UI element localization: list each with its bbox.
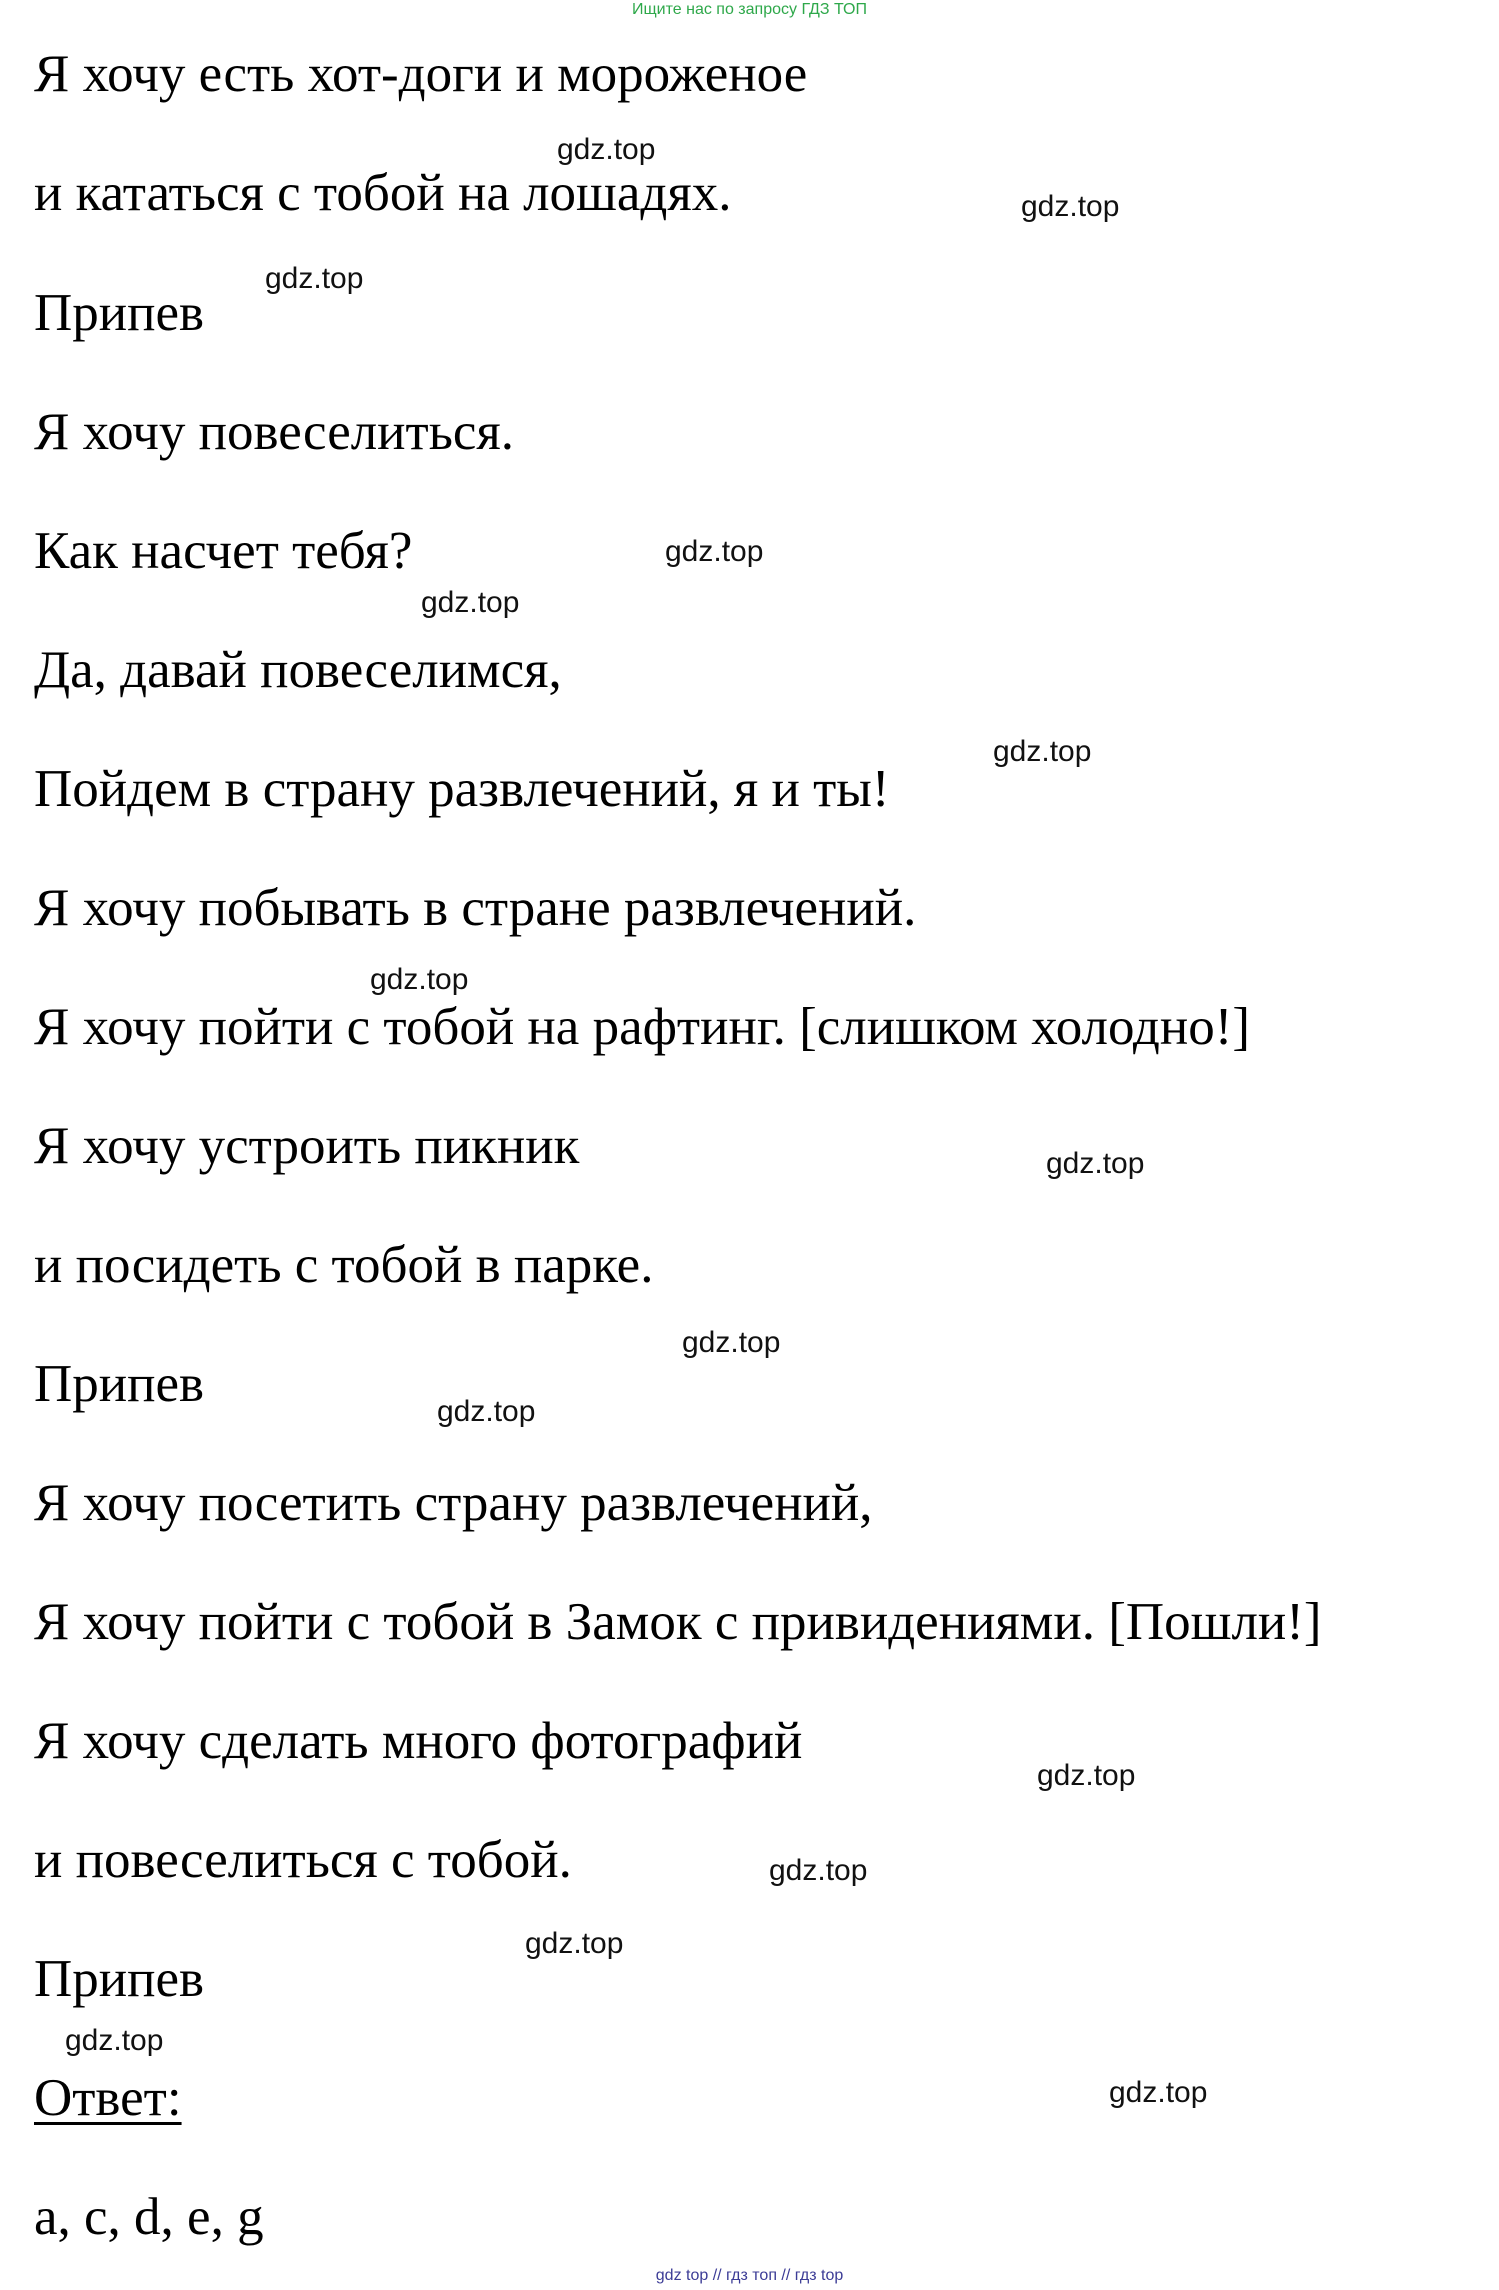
lyric-line: Я хочу есть хот-доги и мороженое — [34, 45, 808, 103]
lyric-line: Я хочу сделать много фотографий — [34, 1712, 803, 1770]
lyric-line: Пойдем в страну развлечений, я и ты! — [34, 760, 890, 818]
watermark-text: gdz.top — [1021, 190, 1120, 223]
answer-label: Ответ: — [34, 2069, 182, 2127]
lyric-line: и повеселиться с тобой. — [34, 1831, 572, 1889]
watermark-text: gdz.top — [65, 2024, 164, 2057]
chorus-label: Припев — [34, 1355, 205, 1413]
lyric-line: Как насчет тебя? — [34, 522, 413, 580]
lyric-line: Да, давай повеселимся, — [34, 641, 562, 699]
header-watermark-note: Ищите нас по запросу ГДЗ ТОП — [632, 1, 867, 18]
lyric-line: Я хочу устроить пикник — [34, 1117, 580, 1175]
chorus-label: Припев — [34, 1950, 205, 2008]
watermark-text: gdz.top — [557, 133, 656, 166]
watermark-text: gdz.top — [1046, 1147, 1145, 1180]
watermark-text: gdz.top — [682, 1326, 781, 1359]
watermark-text: gdz.top — [265, 262, 364, 295]
watermark-text: gdz.top — [525, 1927, 624, 1960]
watermark-text: gdz.top — [993, 735, 1092, 768]
watermark-text: gdz.top — [769, 1854, 868, 1887]
lyric-line: Я хочу пойти с тобой на рафтинг. [слишком холодно!] — [34, 998, 1251, 1056]
chorus-label: Припев — [34, 284, 205, 342]
lyric-line: Я хочу повеселиться. — [34, 403, 515, 461]
lyric-line: и кататься с тобой на лошадях. — [34, 164, 732, 222]
watermark-text: gdz.top — [370, 963, 469, 996]
lyric-line: Я хочу побывать в стране развлечений. — [34, 879, 917, 937]
watermark-text: gdz.top — [437, 1395, 536, 1428]
footer-watermark-note: gdz top // гдз топ // гдз top — [655, 2267, 844, 2284]
watermark-text: gdz.top — [421, 586, 520, 619]
lyric-line: и посидеть с тобой в парке. — [34, 1236, 654, 1294]
watermark-text: gdz.top — [665, 535, 764, 568]
lyric-line: Я хочу посетить страну развлечений, — [34, 1474, 873, 1532]
watermark-text: gdz.top — [1109, 2076, 1208, 2109]
watermark-text: gdz.top — [1037, 1759, 1136, 1792]
lyric-line: Я хочу пойти с тобой в Замок с привидениями. [Пошли!] — [34, 1593, 1322, 1651]
answer-value: a, c, d, e, g — [34, 2188, 264, 2246]
